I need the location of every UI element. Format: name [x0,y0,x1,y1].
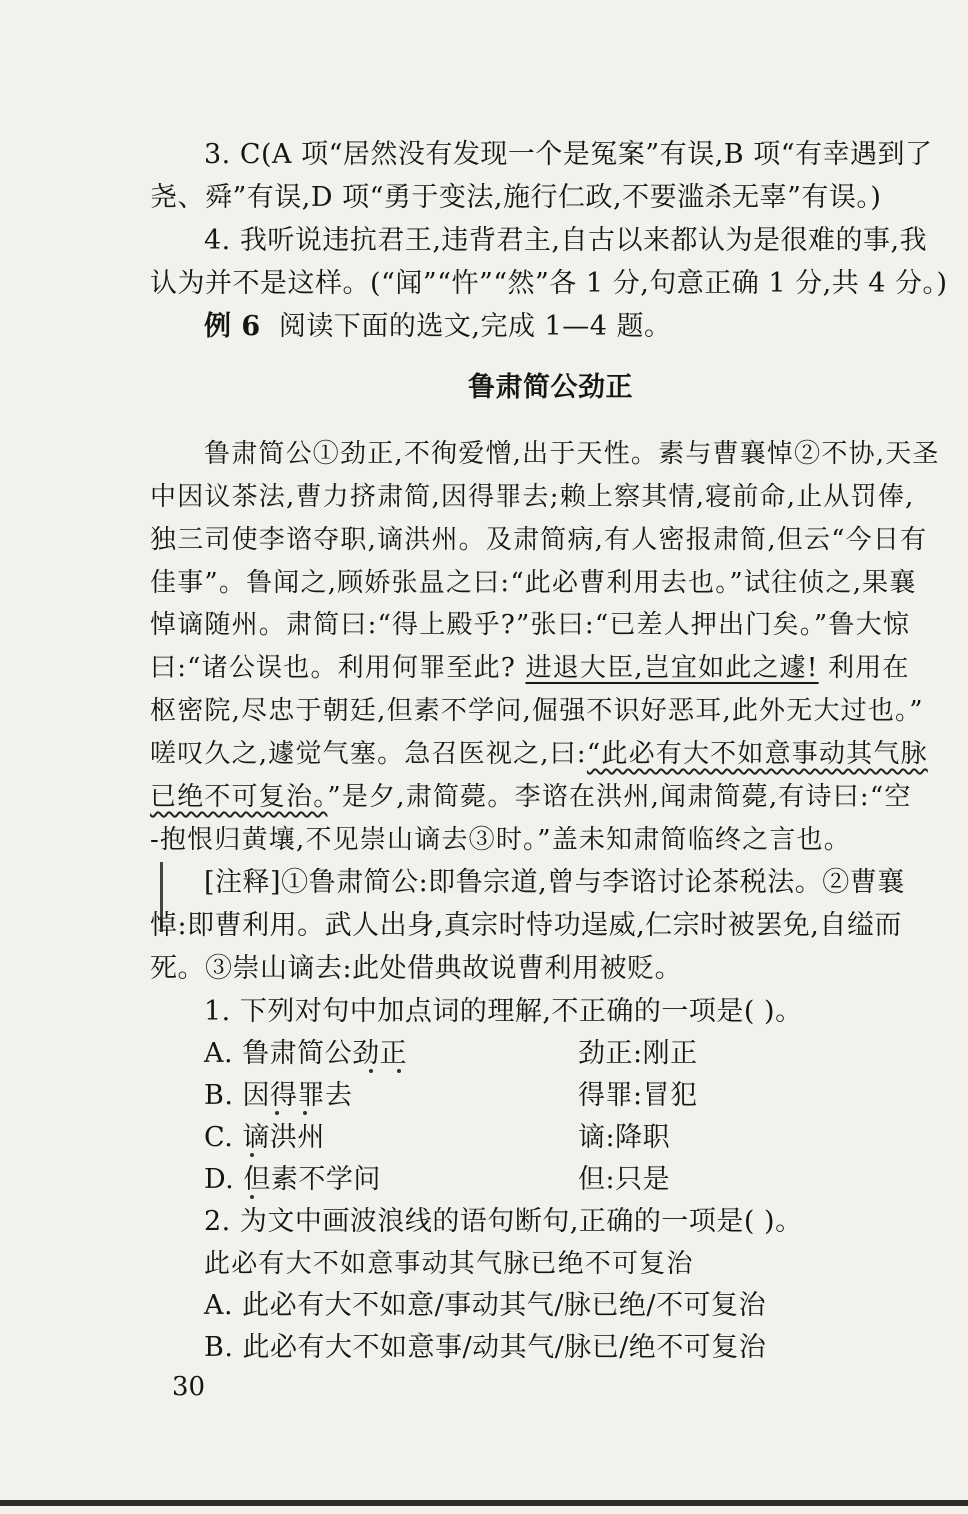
option-gloss-c: 谪:降职 [578,1122,671,1153]
notes-line-2: 悼:即曹利用。武人出身,真宗时恃功逞威,仁宗时被罢免,自缢而 [150,910,902,941]
emphasis-dot [250,1195,254,1199]
option-text: D. 但素不学问 [204,1164,381,1195]
question-2-stem: 2. 为文中画波浪线的语句断句,正确的一项是( )。 [204,1206,803,1237]
notes-line-3: 死。③崇山谪去:此处借典故说曹利用被贬。 [150,953,683,984]
option-gloss-a: 劲正:刚正 [578,1038,698,1069]
example-instruction: 阅读下面的选文,完成 1—4 题。 [278,311,672,342]
passage-line [150,779,912,815]
passage-line: 鲁肃简公①劲正,不徇爱憎,出于天性。素与曹襄悼②不协,天圣 [204,439,940,469]
question-1-option-a [204,1036,407,1072]
passage-line: 独三司使李谘夺职,谪洪州。及肃简病,有人密报肃简,但云“今日有 [150,525,928,555]
answer-3-line-2: 尧、舜”有误,D 项“勇于变法,施行仁政,不要滥杀无辜”有误。) [150,182,882,213]
question-2-option-b: B. 此必有大不如意事/动其气/脉已/绝不可复治 [204,1332,767,1363]
passage-line: 佳事”。鲁闻之,顾娇张昷之曰:“此必曹利用去也。”试往侦之,果襄 [150,568,917,598]
question-1-stem: 1. 下列对句中加点词的理解,不正确的一项是( )。 [204,996,803,1027]
emphasis-dot [250,1153,254,1157]
question-1-option-c [204,1120,325,1156]
answer-3-line-1: 3. C(A 项“居然没有发现一个是冤案”有误,B 项“有幸遇到了 [204,139,933,170]
option-text: C. 谪洪州 [204,1122,325,1153]
option-text: A. 鲁肃简公劲正 [204,1038,408,1069]
bottom-rule [0,1500,968,1506]
example-label: 例 6 [204,311,261,342]
passage-line: 悼谪随州。肃简曰:“得上殿乎?”张曰:“已差人押出门矣。”鲁大惊 [150,610,911,640]
emphasis-dot [275,1111,279,1115]
question-2-sentence: 此必有大不如意事动其气脉已绝不可复治 [204,1249,694,1279]
emphasis-dot [369,1069,373,1073]
notes-line-1: [注释]①鲁肃简公:即鲁宗道,曾与李谘讨论茶税法。②曹襄 [204,867,905,898]
passage-segment: 嗟叹久之,遽觉气塞。急召医视之,曰: [150,739,587,769]
passage-line: 枢密院,尽忠于朝廷,但素不学问,倔强不识好恶耳,此外无大过也。” [150,696,924,726]
option-text: B. 因得罪去 [204,1080,353,1111]
passage-segment: 利用在 [828,653,910,683]
question-1-option-b [204,1078,353,1114]
emphasis-dot [397,1069,401,1073]
passage-line [150,736,928,772]
passage-line: -抱恨归黄壤,不见崇山谪去③时。”盖未知肃简临终之言也。 [150,825,851,855]
passage-line [150,650,910,686]
answer-4-line-2: 认为并不是这样。(“闻”“忤”“然”各 1 分,句意正确 1 分,共 4 分。) [150,268,948,299]
example-heading [204,309,671,345]
emphasis-dot [303,1111,307,1115]
answer-4-line-1: 4. 我听说违抗君王,违背君主,自古以来都认为是很难的事,我 [204,225,928,256]
question-1-option-d [204,1162,381,1198]
wavy-sentence-part-1: “此必有大不如意事动其气脉 [586,739,928,769]
passage-line: 中因议茶法,曹力挤肃简,因得罪去;赖上察其情,寝前命,止从罚俸, [150,482,915,512]
page-number: 30 [172,1372,206,1402]
option-gloss-d: 但:只是 [578,1164,671,1195]
passage-segment: ”是夕,肃简薨。李谘在洪州,闻肃简薨,有诗曰:“空 [327,782,912,812]
passage-segment: 曰:“诸公误也。利用何罪至此? [150,653,516,683]
passage-title: 鲁肃简公劲正 [468,372,633,403]
option-gloss-b: 得罪:冒犯 [578,1080,698,1111]
question-2-option-a: A. 此必有大不如意/事动其气/脉已绝/不可复治 [204,1290,766,1321]
wavy-sentence-part-2: 已绝不可复治。 [150,782,328,812]
underlined-sentence: 进退大臣,岂宜如此之遽! [525,653,819,683]
